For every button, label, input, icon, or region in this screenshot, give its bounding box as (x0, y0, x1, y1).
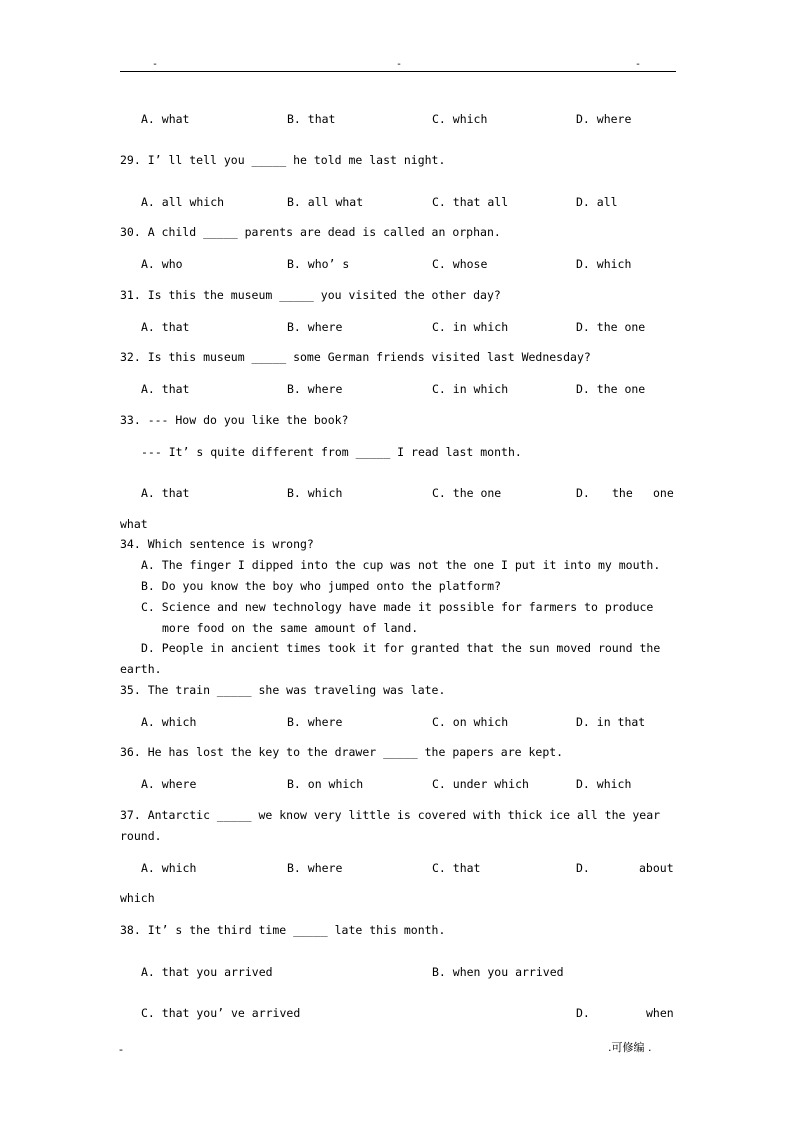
header-mark-center: - (396, 59, 403, 70)
header-rule (120, 71, 676, 72)
q32-stem: 32. Is this museum _____ some German friends visited last Wednesday? (120, 350, 591, 364)
q33-stem-line1: 33. --- How do you like the book? (120, 413, 349, 427)
q35-option-a: A. which (141, 715, 197, 729)
q37-option-d-word: about (639, 861, 674, 875)
q28-option-d: D. where (576, 112, 632, 126)
q37-option-c: C. that (432, 861, 481, 875)
q29-option-a: A. all which (141, 195, 225, 209)
q38-option-d-label: D. (576, 1006, 590, 1020)
q30-option-b: B. who’ s (287, 257, 350, 271)
q34-option-b: B. Do you know the boy who jumped onto the platform? (141, 579, 502, 593)
footer-mark-left: - (119, 1043, 123, 1056)
q34-option-c-line1: C. Science and new technology have made it possible for farmers to produce (141, 600, 654, 614)
q33-option-b: B. which (287, 486, 343, 500)
q34-option-a: A. The finger I dipped into the cup was not the one I put it into my mouth. (141, 558, 661, 572)
q34-option-d-line2: earth. (120, 662, 162, 676)
q38-stem: 38. It’ s the third time _____ late this month. (120, 923, 446, 937)
q37-option-d-label: D. (576, 861, 590, 875)
q32-option-c: C. in which (432, 382, 509, 396)
q34-option-c-line2: more food on the same amount of land. (162, 621, 419, 635)
q33-option-d-label: D. (576, 486, 590, 500)
q30-stem: 30. A child _____ parents are dead is called an orphan. (120, 225, 501, 239)
q32-option-b: B. where (287, 382, 343, 396)
q37-option-a: A. which (141, 861, 197, 875)
q33-option-a: A. that (141, 486, 190, 500)
q38-option-d-word: when (646, 1006, 674, 1020)
footer-editable-note: .可修编 . (608, 1041, 652, 1054)
q28-option-a: A. what (141, 112, 190, 126)
q29-stem: 29. I’ ll tell you _____ he told me last night. (120, 153, 446, 167)
q36-option-b: B. on which (287, 777, 364, 791)
q33-option-d-word1: the (612, 486, 633, 500)
q30-option-c: C. whose (432, 257, 488, 271)
q31-stem: 31. Is this the museum _____ you visited the other day? (120, 288, 501, 302)
q29-option-d: D. all (576, 195, 618, 209)
q38-option-c: C. that you’ ve arrived (141, 1006, 301, 1020)
header-mark-right: - (635, 59, 642, 70)
q33-option-d-wrap: what (120, 517, 148, 531)
q34-stem: 34. Which sentence is wrong? (120, 537, 314, 551)
q33-option-d-word2: one (653, 486, 674, 500)
q35-option-c: C. on which (432, 715, 509, 729)
q35-option-b: B. where (287, 715, 343, 729)
q35-stem: 35. The train _____ she was traveling was late. (120, 683, 446, 697)
q31-option-a: A. that (141, 320, 190, 334)
q33-stem-line2: --- It’ s quite different from _____ I read last month. (141, 445, 522, 459)
q36-option-c: C. under which (432, 777, 529, 791)
q38-option-a: A. that you arrived (141, 965, 273, 979)
q37-option-b: B. where (287, 861, 343, 875)
q32-option-d: D. the one (576, 382, 646, 396)
q31-option-b: B. where (287, 320, 343, 334)
q29-option-c: C. that all (432, 195, 509, 209)
q36-option-a: A. where (141, 777, 197, 791)
q36-stem: 36. He has lost the key to the drawer _____ the papers are kept. (120, 745, 564, 759)
q29-option-b: B. all what (287, 195, 364, 209)
q30-option-a: A. who (141, 257, 183, 271)
q32-option-a: A. that (141, 382, 190, 396)
q31-option-d: D. the one (576, 320, 646, 334)
q28-option-c: C. which (432, 112, 488, 126)
q31-option-c: C. in which (432, 320, 509, 334)
q36-option-d: D. which (576, 777, 632, 791)
q33-option-c: C. the one (432, 486, 502, 500)
header-mark-left: - (152, 59, 159, 70)
q35-option-d: D. in that (576, 715, 646, 729)
q34-option-d-line1: D. People in ancient times took it for granted that the sun moved round the (141, 641, 661, 655)
q37-stem-line1: 37. Antarctic _____ we know very little is covered with thick ice all the year (120, 808, 661, 822)
q37-stem-line2: round. (120, 829, 162, 843)
q38-option-b: B. when you arrived (432, 965, 564, 979)
q30-option-d: D. which (576, 257, 632, 271)
q28-option-b: B. that (287, 112, 336, 126)
q37-option-d-wrap: which (120, 891, 155, 905)
